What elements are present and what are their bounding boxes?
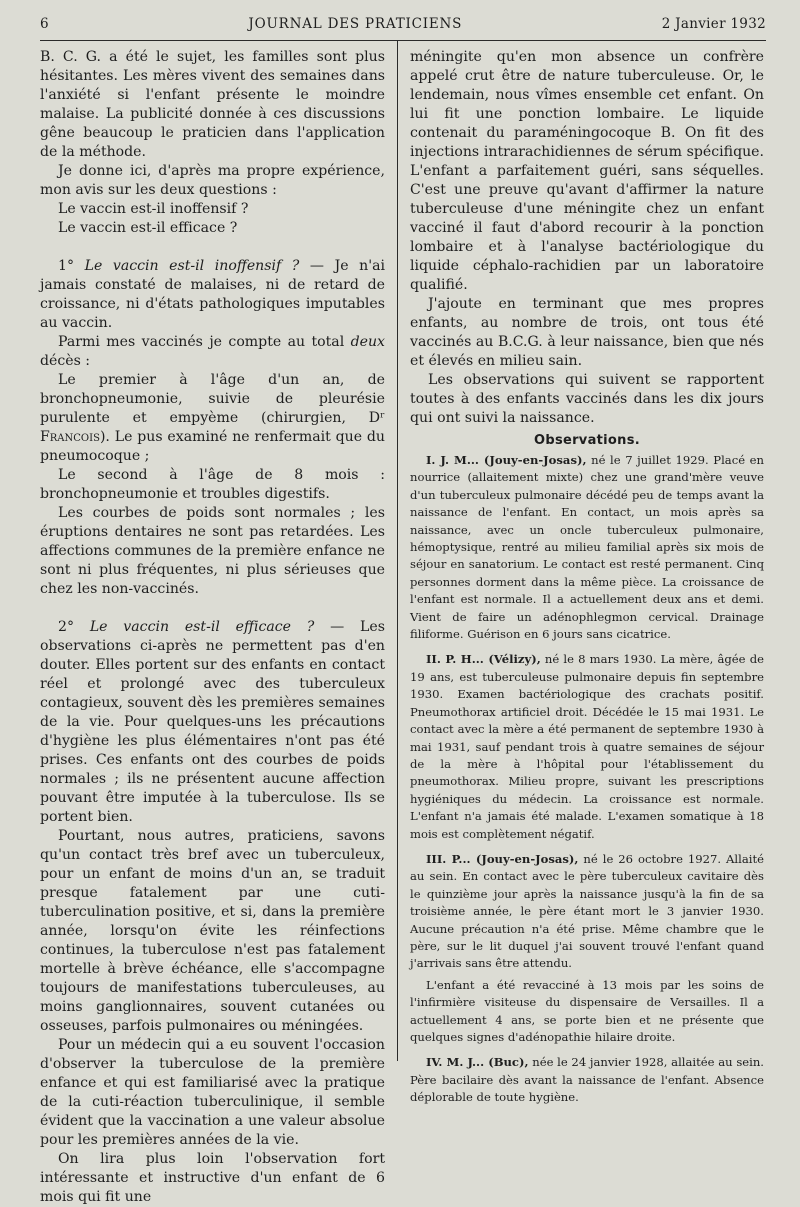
observation-4 bbox=[410, 1054, 764, 1106]
paragraph: Le second à l'âge de 8 mois : bronchopneumonie et troubles digestifs. bbox=[40, 467, 385, 502]
paragraph: Les observations qui suivent se rapportent toutes à des enfants vaccinés dans les dix jours qui ont suivi la naissance. bbox=[410, 372, 764, 426]
paragraph: On lira plus loin l'observation fort intéressante et instructive d'un enfant de 6 mois qui fit une bbox=[40, 1151, 385, 1205]
text-run: ). Le pus examiné ne renfermait que du pneumocoque ; bbox=[40, 429, 385, 464]
observation-3-continued: L'enfant a été revacciné à 13 mois par les soins de l'infirmière visiteuse du dispensaire de Versailles. Il a actuellement 4 ans, se porte bien et ne présente que quelques signes d'adénopathie hilaire droite. bbox=[410, 977, 764, 1044]
paragraph: méningite qu'en mon absence un confrère appelé crut être de nature tuberculeuse. Or, le lendemain, nous vîmes ensemble cet enfant. On lui fit une ponction lombaire. Le liquide contenait du paraméningocoque B. On fit des injections intrarachidiennes de sérum spécifique. L'enfant a parfaitement guéri, sans séquelles. C'est une preuve qu'avant d'affirmer la nature tuberculeuse d'une méningite chez un enfant vacciné il faut d'abord recourir à la ponction lombaire et à l'analyse bactériologique du liquide céphalo-rachidien par un laboratoire qualifié. bbox=[410, 49, 764, 293]
paragraph: Je donne ici, d'après ma propre expérience, mon avis sur les deux questions : bbox=[40, 163, 385, 198]
section-title: Le vaccin est-il inoffensif ? bbox=[84, 258, 300, 274]
observation-1 bbox=[410, 452, 764, 643]
paragraph: J'ajoute en terminant que mes propres enfants, au nombre de trois, ont tous été vaccinés au B.C.G. à leur naissance, bien que nés et élevés en milieu sain. bbox=[410, 296, 764, 369]
surgeon-name: Francois bbox=[40, 429, 100, 445]
observation-2 bbox=[410, 651, 764, 842]
section-1-paragraph bbox=[40, 257, 385, 333]
question-line: Le vaccin est-il inoffensif ? bbox=[58, 201, 249, 217]
running-header bbox=[40, 16, 766, 38]
observation-text: né le 26 octobre 1927. Allaité au sein. En contact avec le père tuberculeux cavitaire dès le quinzième jour après la naissance jusqu'à la fin de sa troisième année, le père étant mort le 3 janvier 1930. Aucune précaution n'a été prise. Même chambre que le père, sur le lit duquel j'ai souvent trouvé l'enfant quand j'arrivais sans être attendu. bbox=[410, 851, 764, 971]
section-number: 2° bbox=[58, 619, 90, 635]
observations-heading: Observations. bbox=[533, 433, 640, 448]
observation-text: né le 7 juillet 1929. Placé en nourrice (allaitement mixte) chez une grand'mère veuve d'un tuberculeux pulmonaire décédé peu de temps avant la naissance de l'enfant. En contact, un mois après sa naissance, avec un oncle tuberculeux pulmonaire, hémoptysique, rentré au milieu familial après six mois de séjour en sanatorium. Le contact est resté permanent. Cinq personnes dorment dans la même pièce. La croissance de l'enfant est normale. Il a actuellement deux ans et demi. Vient de faire un adénophlegmon cervical. Drainage filiforme. Guérison en 6 jours sans cicatrice. bbox=[410, 453, 764, 642]
observation-label: III. P... (Jouy-en-Josas), bbox=[426, 851, 579, 866]
paragraph: Les courbes de poids sont normales ; les éruptions dentaires ne sont pas retardées. Les affections communes de la première enfance ne sont ni plus fréquentes, ni plus sérieuses que chez les non-vaccinés. bbox=[40, 505, 385, 597]
journal-title: JOURNAL DES PRATICIENS bbox=[248, 16, 463, 32]
section-2-paragraph bbox=[40, 618, 385, 827]
observation-label: IV. M. J... (Buc), bbox=[426, 1055, 529, 1070]
text-run: Le premier à l'âge d'un an, de bronchopneumonie, suivie de pleurésie purulente et empyème (chirurgien, Dʳ bbox=[40, 372, 385, 426]
observation-text: née le 24 janvier 1928, allaitée au sein. Père bacilaire dès avant la naissance de l'enfant. Absence déplorable de toute hygiène. bbox=[410, 1055, 764, 1105]
right-column bbox=[398, 41, 764, 1105]
page-number: 6 bbox=[40, 16, 49, 32]
paragraph: Pourtant, nous autres, praticiens, savons qu'un contact très bref avec un tuberculeux, pour un enfant de moins d'un an, se traduit presque fatalement par une cuti-tuberculination positive, et si, dans la première année, lorsqu'on évite les réinfections continues, la tuberculose n'est pas fatalement mortelle à brève échéance, elle s'accompagne toujours de manifestations tuberculeuses, au moins ganglionnaires, souvent cutanées ou osseuses, parfois pulmonaires ou méningées. bbox=[40, 828, 385, 1034]
paragraph bbox=[40, 371, 385, 466]
section-number: 1° bbox=[58, 258, 85, 274]
paragraph: Pour un médecin qui a eu souvent l'occasion d'observer la tuberculose de la première enfance et qui est familiarisé avec la pratique de la cuti-réaction tuberculinique, il semble évident que la vaccination a une valeur absolue pour les premières années de la vie. bbox=[40, 1037, 385, 1148]
two-column-body bbox=[40, 41, 766, 1205]
observation-3 bbox=[410, 851, 764, 973]
section-text: — Je n'ai jamais constaté de malaises, ni de retard de croissance, ni d'états pathologiques imputables au vaccin. bbox=[40, 258, 385, 331]
emphasis: deux bbox=[350, 334, 385, 350]
observation-text: né le 8 mars 1930. La mère, âgée de 19 ans, est tuberculeuse pulmonaire depuis fin septembre 1930. Examen bactériologique des crachats positif. Pneumothorax artificiel droit. Décédée le 15 mai 1931. Le contact avec la mère a été permanent de septembre 1930 à mai 1931, sauf pendant trois à quatre semaines de séjour de la mère à l'hôpital pour l'établissement du pneumothorax. Milieu propre, suivant les prescriptions hygiéniques du médecin. La croissance est normale. L'enfant n'a jamais été malade. L'examen somatique à 18 mois est complètement négatif. bbox=[410, 652, 764, 841]
section-title: Le vaccin est-il efficace ? bbox=[89, 619, 315, 635]
paragraph: B. C. G. a été le sujet, les familles sont plus hésitantes. Les mères vivent des semaines dans l'anxiété si l'enfant présente le moindre malaise. La publicité donnée à ces discussions gêne beaucoup le praticien dans l'application de la méthode. bbox=[40, 49, 385, 160]
observation-label: II. P. H... (Vélizy), bbox=[426, 652, 541, 667]
question-line: Le vaccin est-il efficace ? bbox=[58, 220, 238, 236]
issue-date: 2 Janvier 1932 bbox=[661, 16, 766, 32]
section-text: — Les observations ci-après ne permettent pas d'en douter. Elles portent sur des enfants en contact réel et prolongé avec des tuberculeux contagieux, souvent dès les premières semaines de la vie. Pour quelques-uns les précautions d'hygiène les plus élémentaires n'ont pas été prises. Ces enfants ont des courbes de poids normales ; ils ne présentent aucune affection pouvant être imputée à la tuberculose. Ils se portent bien. bbox=[40, 619, 385, 825]
text-run: Parmi mes vaccinés je compte au total bbox=[58, 334, 351, 350]
left-column bbox=[40, 41, 398, 1205]
paragraph bbox=[40, 333, 385, 371]
text-run: décès : bbox=[40, 353, 91, 369]
observation-label: I. J. M... (Jouy-en-Josas), bbox=[426, 453, 587, 467]
